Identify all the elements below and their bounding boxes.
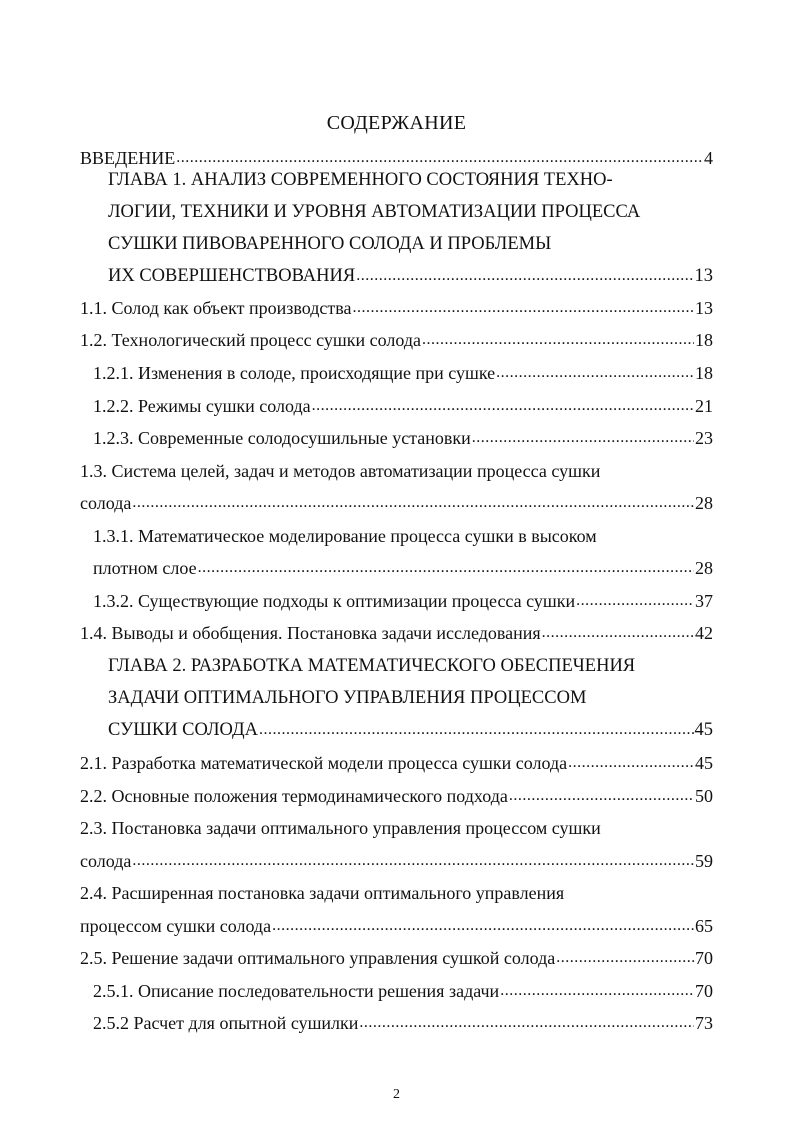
- page-number: 2: [393, 1087, 400, 1102]
- toc-entry: [80, 847, 713, 875]
- toc-chapter-heading: [108, 684, 713, 712]
- leader-dots: [312, 392, 694, 420]
- toc-entry-page: 28: [695, 558, 713, 578]
- toc-entry: [80, 944, 713, 972]
- toc-entry-text: 1.1. Солод как объект производства: [80, 298, 352, 318]
- toc-entry-page: 21: [695, 396, 713, 416]
- toc-entry-page: 13: [695, 298, 713, 318]
- toc-entry-page: 4: [704, 148, 713, 168]
- leader-dots: [500, 977, 694, 1005]
- page-title: СОДЕРЖАНИЕ: [326, 112, 467, 134]
- toc-entry-page: 59: [695, 851, 713, 871]
- toc-entry: [93, 522, 713, 550]
- toc-entry-text: ЗАДАЧИ ОПТИМАЛЬНОГО УПРАВЛЕНИЯ ПРОЦЕССОМ: [108, 688, 587, 708]
- toc-chapter-heading: [108, 230, 713, 258]
- leader-dots: [496, 359, 694, 387]
- toc-entry-text: СУШКИ ПИВОВАРЕННОГО СОЛОДА И ПРОБЛЕМЫ: [108, 234, 552, 254]
- toc-entry-text: 2.5.1. Описание последовательности решения задачи: [93, 981, 500, 1001]
- toc-entry-text: 1.2.1. Изменения в солоде, происходящие при сушке: [93, 363, 496, 383]
- leader-dots: [356, 262, 693, 290]
- toc-entry: [80, 457, 713, 485]
- toc-entry-text: плотном слое: [93, 558, 197, 578]
- toc-entry-text: СУШКИ СОЛОДА: [108, 720, 258, 740]
- toc-entry-text: 1.3.1. Математическое моделирование процесса сушки в высоком: [93, 526, 597, 546]
- toc-entry: [80, 912, 713, 940]
- leader-dots: [272, 912, 694, 940]
- toc-entry-text: ГЛАВА 2. РАЗРАБОТКА МАТЕМАТИЧЕСКОГО ОБЕСПЕЧЕНИЯ: [108, 656, 636, 676]
- leader-dots: [576, 587, 694, 615]
- leader-dots: [352, 294, 694, 322]
- toc-entry: [93, 977, 713, 1005]
- toc-entry: [80, 619, 713, 647]
- toc-entry-page: 45: [694, 720, 713, 740]
- toc-entry-text: 2.3. Постановка задачи оптимального управления процессом сушки: [80, 818, 601, 838]
- toc-entry-page: 18: [695, 330, 713, 350]
- leader-dots: [556, 944, 694, 972]
- toc-entry-page: 13: [694, 266, 713, 286]
- toc-entry: [93, 554, 713, 582]
- toc-entry-text: 1.2. Технологический процесс сушки солода: [80, 330, 421, 350]
- toc-entry-text: 1.2.2. Режимы сушки солода: [93, 396, 311, 416]
- toc-entry-text: 1.2.3. Современные солодосушильные установки: [93, 428, 471, 448]
- toc-entry-text: процессом сушки солода: [80, 916, 272, 936]
- toc-entry: [80, 879, 713, 907]
- toc-entry-text: 2.2. Основные положения термодинамического подхода: [80, 786, 508, 806]
- toc-entry-page: 65: [695, 916, 713, 936]
- toc-entry-page: 37: [695, 591, 713, 611]
- toc-entry: [93, 424, 713, 452]
- toc-entry-page: 70: [695, 948, 713, 968]
- toc-entry-text: 2.1. Разработка математической модели процесса сушки солода: [80, 753, 568, 773]
- toc-entry: [80, 489, 713, 517]
- toc-entry-page: 50: [695, 786, 713, 806]
- toc-entry-text: 1.3. Система целей, задач и методов автоматизации процесса сушки: [80, 461, 601, 481]
- toc-entry-text: ГЛАВА 1. АНАЛИЗ СОВРЕМЕННОГО СОСТОЯНИЯ ТЕХНО-: [108, 170, 613, 190]
- leader-dots: [422, 326, 694, 354]
- toc-entry-text: ЛОГИИ, ТЕХНИКИ И УРОВНЯ АВТОМАТИЗАЦИИ ПРОЦЕССА: [108, 202, 641, 222]
- toc-entry-text: ВВЕДЕНИЕ: [80, 148, 176, 168]
- toc-entry-page: 28: [695, 493, 713, 513]
- toc-entry-page: 70: [695, 981, 713, 1001]
- toc-entry: [93, 359, 713, 387]
- toc-entry-page: 73: [695, 1013, 713, 1033]
- toc-chapter-heading: [108, 716, 713, 744]
- toc-chapter-heading: [108, 262, 713, 290]
- toc-entry-page: 18: [695, 363, 713, 383]
- toc-entry: [80, 782, 713, 810]
- toc-entry-text: 1.3.2. Существующие подходы к оптимизации процесса сушки: [93, 591, 576, 611]
- toc-chapter-heading: [108, 198, 713, 226]
- toc-chapter-heading: [108, 166, 713, 194]
- toc-entry: [80, 326, 713, 354]
- leader-dots: [542, 619, 694, 647]
- toc-entry: [93, 587, 713, 615]
- leader-dots: [472, 424, 694, 452]
- leader-dots: [568, 749, 694, 777]
- leader-dots: [132, 847, 694, 875]
- toc-entry-page: 45: [695, 753, 713, 773]
- toc-entry-text: ИХ СОВЕРШЕНСТВОВАНИЯ: [108, 266, 356, 286]
- toc-entry: [80, 749, 713, 777]
- leader-dots: [259, 716, 694, 744]
- leader-dots: [359, 1009, 694, 1037]
- leader-dots: [198, 554, 694, 582]
- toc-entry-page: 23: [695, 428, 713, 448]
- toc-entry-text: солода: [80, 493, 132, 513]
- leader-dots: [132, 489, 694, 517]
- toc-entry-text: солода: [80, 851, 132, 871]
- toc-entry-text: 2.4. Расширенная постановка задачи оптимального управления: [80, 883, 565, 903]
- toc-chapter-heading: [108, 652, 713, 680]
- toc-entry: [93, 392, 713, 420]
- toc-entry-text: 1.4. Выводы и обобщения. Постановка задачи исследования: [80, 623, 541, 643]
- toc-entry-text: 2.5.2 Расчет для опытной сушилки: [93, 1013, 359, 1033]
- toc-entry: [80, 294, 713, 322]
- leader-dots: [509, 782, 694, 810]
- toc-entry-page: 42: [695, 623, 713, 643]
- toc-entry: [80, 814, 713, 842]
- toc-entry-text: 2.5. Решение задачи оптимального управления сушкой солода: [80, 948, 556, 968]
- toc-entry: [93, 1009, 713, 1037]
